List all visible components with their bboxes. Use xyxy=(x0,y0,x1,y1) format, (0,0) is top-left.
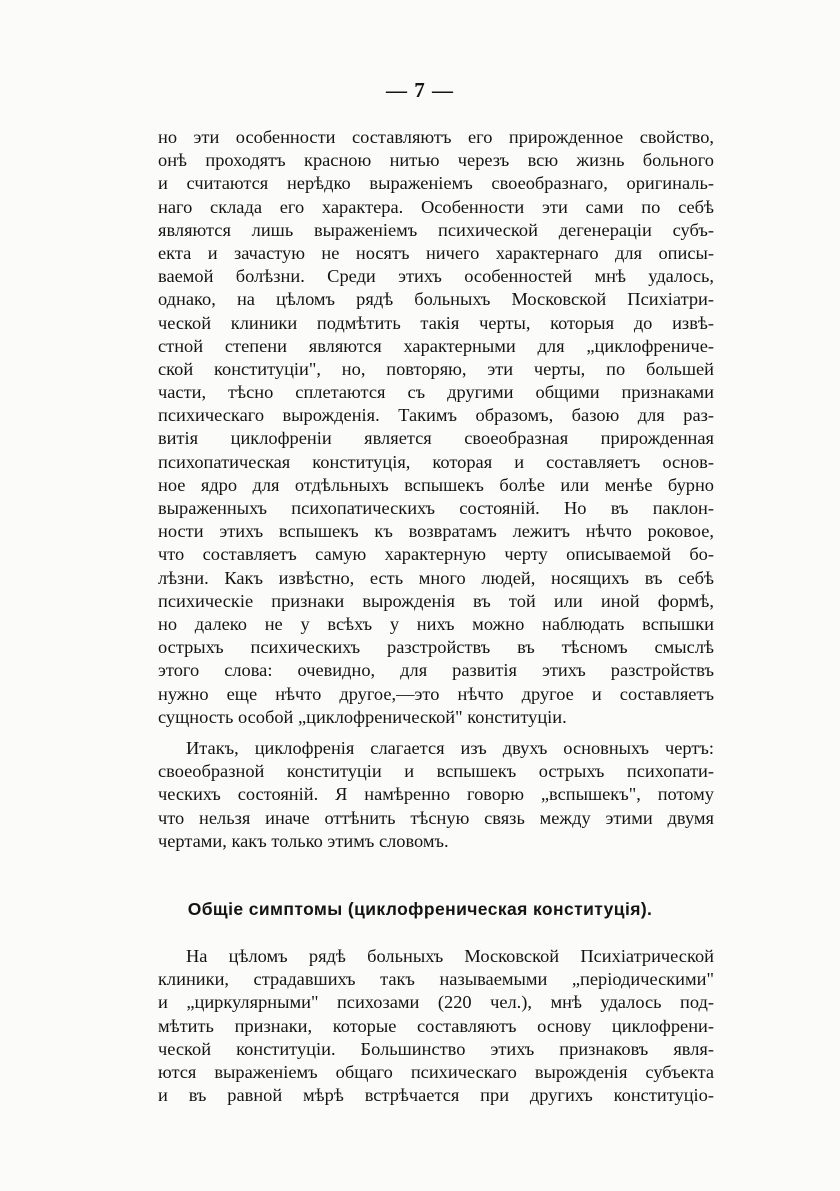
text-line: ческихъ состояній. Я намѣренно говорю „вспышекъ", потому xyxy=(158,784,714,805)
text-line: онѣ проходятъ красною нитью черезъ всю жизнь больного xyxy=(158,150,714,171)
paragraph-1 xyxy=(158,126,714,729)
text-line: На цѣломъ рядѣ больныхъ Московской Психіатрической xyxy=(186,946,714,966)
paragraph-3 xyxy=(158,945,714,1107)
text-line: витія циклофреніи является своеобразная прирожденная xyxy=(158,428,714,449)
text-line: екта и зачастую не носятъ ничего характернаго для описы- xyxy=(158,242,714,263)
text-line: выраженныхъ психопатическихъ состояній. Но въ паклон- xyxy=(158,498,714,518)
text-line: нужно еще нѣчто другое,—это нѣчто другое и составляетъ xyxy=(158,683,714,704)
text-line: однако, на цѣломъ рядѣ больныхъ Московской Психіатри- xyxy=(158,289,714,310)
text-line: но далеко не у всѣхъ у нихъ можно наблюдать вспышки xyxy=(158,613,714,634)
text-line: сущность особой „циклофренической" конституціи. xyxy=(158,706,567,727)
text-line: ности этихъ вспышекъ къ возвратамъ лежитъ нѣчто роковое, xyxy=(158,521,714,542)
text-line: психическаго вырожденія. Такимъ образомъ, базою для раз- xyxy=(158,405,714,426)
text-line: и въ равной мѣрѣ встрѣчается при другихъ конституціо- xyxy=(158,1085,714,1106)
text-line: стной степени являются характерными для „циклофрениче- xyxy=(158,335,714,356)
text-line: и считаются нерѣдко выраженіемъ своеобразнаго, оригиналь- xyxy=(158,173,714,194)
page-number: — 7 — xyxy=(386,78,454,102)
text-line: ются выраженіемъ общаго психическаго вырожденія субъекта xyxy=(158,1061,714,1082)
text-line: психопатическая конституція, которая и составляетъ основ- xyxy=(158,451,714,472)
text-line: части, тѣсно сплетаются съ другими общими признаками xyxy=(158,382,714,403)
text-line: клиники, страдавшихъ такъ называемыми „періодическими" xyxy=(158,969,714,990)
text-line: что составляетъ самую характерную черту описываемой бо- xyxy=(158,544,714,565)
text-line: мѣтить признаки, которые составляютъ основу циклофрени- xyxy=(158,1015,714,1036)
text-line: Итакъ, циклофренія слагается изъ двухъ основныхъ чертъ: xyxy=(186,738,714,758)
text-line: наго склада его характера. Особенности эти сами по себѣ xyxy=(158,196,714,217)
text-line: этого слова: очевидно, для развитія этихъ разстройствъ xyxy=(158,660,714,681)
text-line: ской конституціи", но, повторяю, эти черты, по большей xyxy=(158,358,714,379)
text-line: ваемой болѣзни. Среди этихъ особенностей мнѣ удалось, xyxy=(158,266,714,287)
text-line: ческой клиники подмѣтить такія черты, которыя до извѣ- xyxy=(158,312,714,333)
section-heading: Общіе симптомы (циклофреническая конституція). xyxy=(187,899,653,919)
text-line: чертами, какъ только этимъ словомъ. xyxy=(158,830,449,851)
text-line: являются лишь выраженіемъ психической дегенераціи субъ- xyxy=(158,219,714,240)
text-line: и „циркулярными" психозами (220 чел.), мнѣ удалось под- xyxy=(158,992,714,1013)
text-line: психическіе признаки вырожденія въ той или иной формѣ, xyxy=(158,590,714,611)
text-line: что нельзя иначе оттѣнить тѣсную связь между этими двумя xyxy=(158,807,714,828)
paragraph-2 xyxy=(158,737,714,853)
text-line: ческой конституціи. Большинство этихъ признаковъ явля- xyxy=(158,1038,714,1059)
text-line: лѣзни. Какъ извѣстно, есть много людей, носящихъ въ себѣ xyxy=(158,567,714,588)
text-line: своеобразной конституціи и вспышекъ острыхъ психопати- xyxy=(158,761,714,782)
text-line: но эти особенности составляютъ его прирожденное свойство, xyxy=(158,127,714,147)
text-line: острыхъ психическихъ разстройствъ въ тѣсномъ смыслѣ xyxy=(158,637,714,658)
text-line: ное ядро для отдѣльныхъ вспышекъ болѣе или менѣе бурно xyxy=(158,474,714,495)
